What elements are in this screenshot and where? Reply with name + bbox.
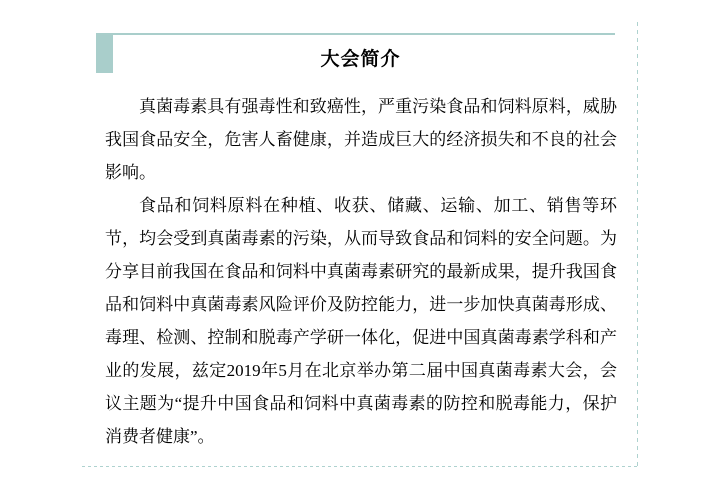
bottom-dashed-border [82,466,639,467]
page-title: 大会简介 [320,49,401,70]
top-border-line [113,33,615,35]
body-text [105,90,617,453]
intro-paragraph-2: 食品和饲料原料在种植、收获、储藏、运输、加工、销售等环节，均会受到真菌毒素的污染，从而导致食品和饲料的安全问题。为分享目前我国在食品和饲料中真菌毒素研究的最新成果，提升我国食品和饲料中真菌毒素风险评价及防控能力，进一步加快真菌毒形成、毒理、检测、控制和脱毒产学研一体化，促进中国真菌毒素学科和产业的发展，兹定2019年5月在北京举办第二届中国真菌毒素大会，会议主题为“提升中国食品和饲料中真菌毒素的防控和脱毒能力，保护消费者健康”。 [105,196,617,446]
right-dashed-border [637,22,638,467]
intro-paragraph-1: 真菌毒素具有强毒性和致癌性，严重污染食品和饲料原料，威胁我国食品安全，危害人畜健康，并造成巨大的经济损失和不良的社会影响。 [105,97,617,182]
